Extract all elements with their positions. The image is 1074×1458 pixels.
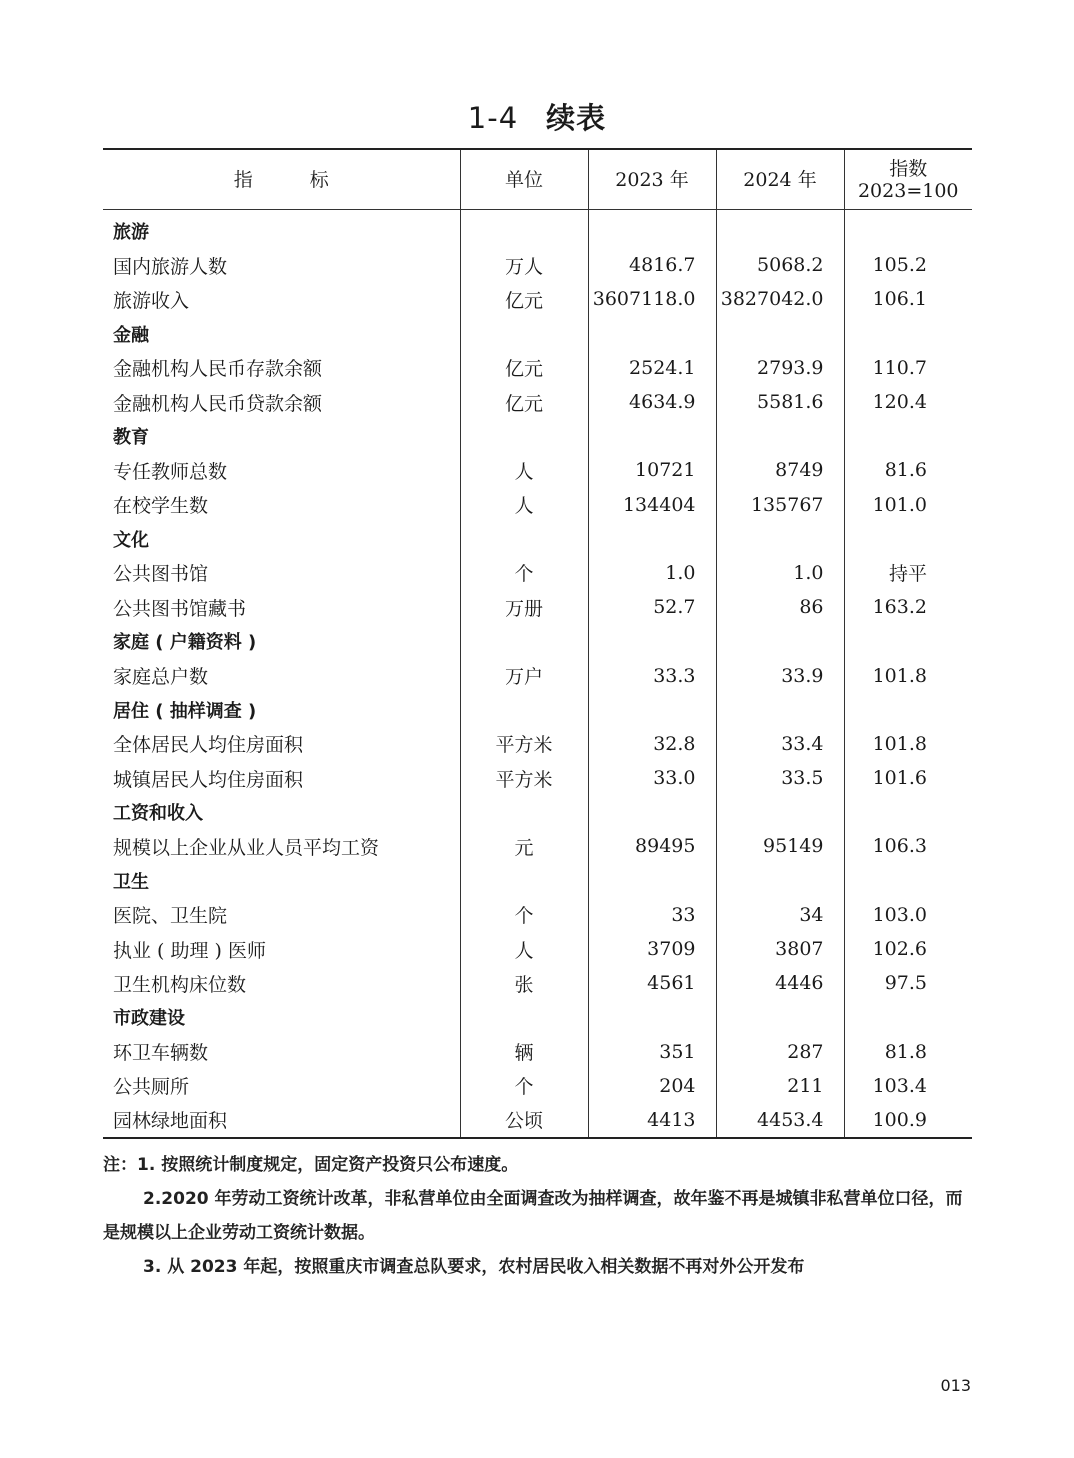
cell-2024: 4453.4	[716, 1103, 844, 1138]
category-row	[103, 624, 972, 658]
cell-unit: 张	[460, 966, 588, 1000]
statistics-table	[103, 148, 972, 1139]
cell-unit: 万册	[460, 590, 588, 624]
cell-index	[844, 693, 972, 727]
cell-2024: 86	[716, 590, 844, 624]
cell-indicator: 金融机构人民币贷款余额	[113, 392, 323, 415]
table-row	[103, 385, 972, 419]
table-row	[103, 1069, 972, 1103]
cell-indicator: 市政建设	[113, 1008, 185, 1030]
table-row	[103, 590, 972, 624]
cell-indicator: 家庭总户数	[113, 666, 209, 689]
notes	[103, 1148, 972, 1284]
cell-2023	[588, 419, 716, 453]
cell-indicator: 全体居民人均住房面积	[113, 734, 304, 757]
cell-indicator: 公共图书馆	[113, 563, 209, 586]
cell-unit	[460, 864, 588, 898]
note-3: 3. 从 2023 年起，按照重庆市调查总队要求，农村居民收入相关数据不再对外公开发布	[143, 1257, 805, 1277]
cell-2023: 351	[588, 1035, 716, 1069]
table-row	[103, 658, 972, 692]
note-2: 2.2020 年劳动工资统计改革，非私营单位由全面调查改为抽样调查，故年鉴不再是城镇非私营单位口径，而是规模以上企业劳动工资统计数据。	[103, 1189, 963, 1243]
table-title-text: 续表	[546, 101, 607, 135]
cell-unit	[460, 1000, 588, 1034]
cell-2024	[716, 419, 844, 453]
cell-indicator: 教育	[113, 427, 149, 449]
cell-index: 97.5	[844, 966, 972, 1000]
cell-2024: 3827042.0	[716, 282, 844, 316]
note-1: 注：1. 按照统计制度规定，固定资产投资只公布速度。	[103, 1155, 519, 1175]
cell-2023: 2524.1	[588, 351, 716, 385]
cell-2023: 204	[588, 1069, 716, 1103]
category-row	[103, 693, 972, 727]
table-row	[103, 556, 972, 590]
cell-2024: 287	[716, 1035, 844, 1069]
header-index	[844, 149, 972, 210]
cell-unit: 亿元	[460, 385, 588, 419]
cell-2024: 4446	[716, 966, 844, 1000]
cell-index: 101.8	[844, 727, 972, 761]
table-row	[103, 1035, 972, 1069]
cell-2024: 135767	[716, 488, 844, 522]
cell-2023: 33	[588, 898, 716, 932]
cell-index	[844, 864, 972, 898]
cell-index: 81.6	[844, 453, 972, 487]
cell-index	[844, 419, 972, 453]
cell-index	[844, 624, 972, 658]
cell-index	[844, 317, 972, 351]
cell-indicator: 规模以上企业从业人员平均工资	[113, 836, 380, 859]
category-row	[103, 317, 972, 351]
cell-2023: 3607118.0	[588, 282, 716, 316]
cell-unit: 个	[460, 898, 588, 932]
cell-indicator: 在校学生数	[113, 495, 209, 518]
cell-index: 103.4	[844, 1069, 972, 1103]
cell-2024	[716, 795, 844, 829]
cell-unit: 平方米	[460, 727, 588, 761]
cell-2024	[716, 624, 844, 658]
cell-indicator: 执业 ( 助理 ) 医师	[113, 939, 266, 962]
cell-indicator: 城镇居民人均住房面积	[113, 768, 304, 791]
cell-unit: 万户	[460, 658, 588, 692]
header-2024: 2024 年	[716, 149, 844, 210]
cell-index: 101.8	[844, 658, 972, 692]
table-row	[103, 727, 972, 761]
cell-2024: 34	[716, 898, 844, 932]
cell-2023	[588, 864, 716, 898]
table-row	[103, 761, 972, 795]
cell-2024: 33.5	[716, 761, 844, 795]
category-row	[103, 522, 972, 556]
cell-2023: 89495	[588, 829, 716, 863]
cell-index: 101.6	[844, 761, 972, 795]
table-row	[103, 248, 972, 282]
cell-2024: 3807	[716, 932, 844, 966]
cell-2024: 5068.2	[716, 248, 844, 282]
table-row	[103, 966, 972, 1000]
cell-2024: 5581.6	[716, 385, 844, 419]
cell-index: 110.7	[844, 351, 972, 385]
cell-2023: 4561	[588, 966, 716, 1000]
cell-indicator: 医院、卫生院	[113, 905, 228, 928]
cell-index: 120.4	[844, 385, 972, 419]
cell-2023	[588, 624, 716, 658]
cell-unit: 公顷	[460, 1103, 588, 1138]
table-row	[103, 282, 972, 316]
cell-2024: 33.9	[716, 658, 844, 692]
cell-unit	[460, 795, 588, 829]
cell-2023	[588, 210, 716, 249]
cell-unit	[460, 317, 588, 351]
cell-indicator: 金融	[113, 324, 149, 346]
table-row	[103, 898, 972, 932]
cell-unit: 万人	[460, 248, 588, 282]
table-row	[103, 1103, 972, 1138]
cell-2024	[716, 1000, 844, 1034]
cell-unit: 亿元	[460, 282, 588, 316]
cell-2023: 1.0	[588, 556, 716, 590]
category-row	[103, 210, 972, 249]
cell-index: 103.0	[844, 898, 972, 932]
table-title	[0, 96, 1074, 137]
cell-unit: 亿元	[460, 351, 588, 385]
cell-2024: 95149	[716, 829, 844, 863]
cell-2024	[716, 317, 844, 351]
header-index-line2: 2023=100	[857, 179, 959, 202]
cell-unit	[460, 693, 588, 727]
header-indicator: 指 标	[103, 149, 460, 210]
cell-index: 81.8	[844, 1035, 972, 1069]
cell-2023: 4816.7	[588, 248, 716, 282]
cell-index: 101.0	[844, 488, 972, 522]
cell-2024: 211	[716, 1069, 844, 1103]
cell-indicator: 居住 ( 抽样调查 )	[113, 700, 257, 722]
cell-index	[844, 795, 972, 829]
cell-index: 100.9	[844, 1103, 972, 1138]
table-row	[103, 453, 972, 487]
cell-2023	[588, 317, 716, 351]
table-row	[103, 932, 972, 966]
cell-2024	[716, 864, 844, 898]
cell-unit	[460, 522, 588, 556]
cell-indicator: 卫生机构床位数	[113, 973, 247, 996]
cell-2024	[716, 210, 844, 249]
cell-unit: 个	[460, 556, 588, 590]
cell-unit	[460, 210, 588, 249]
cell-index	[844, 210, 972, 249]
cell-indicator: 卫生	[113, 871, 149, 893]
cell-2023: 32.8	[588, 727, 716, 761]
cell-index: 163.2	[844, 590, 972, 624]
cell-2024	[716, 522, 844, 556]
cell-unit: 个	[460, 1069, 588, 1103]
cell-unit: 人	[460, 932, 588, 966]
cell-2024	[716, 693, 844, 727]
cell-2023	[588, 1000, 716, 1034]
cell-indicator: 环卫车辆数	[113, 1042, 209, 1065]
table-row	[103, 829, 972, 863]
category-row	[103, 419, 972, 453]
cell-index: 105.2	[844, 248, 972, 282]
cell-2023: 33.3	[588, 658, 716, 692]
cell-indicator: 公共图书馆藏书	[113, 597, 247, 620]
cell-2023: 33.0	[588, 761, 716, 795]
cell-indicator: 园林绿地面积	[113, 1110, 228, 1133]
cell-indicator: 工资和收入	[113, 803, 203, 825]
cell-unit: 辆	[460, 1035, 588, 1069]
cell-index: 106.1	[844, 282, 972, 316]
cell-indicator: 金融机构人民币存款余额	[113, 358, 323, 381]
category-row	[103, 864, 972, 898]
cell-indicator: 旅游	[113, 222, 149, 244]
cell-unit: 平方米	[460, 761, 588, 795]
cell-unit	[460, 624, 588, 658]
table-header-row	[103, 149, 972, 210]
cell-indicator: 公共厕所	[113, 1076, 190, 1099]
cell-2024: 2793.9	[716, 351, 844, 385]
cell-2023: 3709	[588, 932, 716, 966]
cell-index: 106.3	[844, 829, 972, 863]
header-unit: 单位	[460, 149, 588, 210]
cell-unit: 人	[460, 453, 588, 487]
table-row	[103, 351, 972, 385]
table-number: 1-4	[467, 101, 519, 135]
cell-2024: 1.0	[716, 556, 844, 590]
cell-unit	[460, 419, 588, 453]
cell-2023: 4634.9	[588, 385, 716, 419]
header-2023: 2023 年	[588, 149, 716, 210]
cell-2023	[588, 693, 716, 727]
cell-unit: 元	[460, 829, 588, 863]
cell-2023: 4413	[588, 1103, 716, 1138]
cell-2023: 10721	[588, 453, 716, 487]
cell-indicator: 专任教师总数	[113, 460, 228, 483]
cell-indicator: 旅游收入	[113, 289, 190, 312]
cell-indicator: 国内旅游人数	[113, 255, 228, 278]
cell-unit: 人	[460, 488, 588, 522]
cell-index	[844, 522, 972, 556]
cell-indicator: 文化	[113, 529, 149, 551]
category-row	[103, 795, 972, 829]
cell-indicator: 家庭 ( 户籍资料 )	[113, 632, 257, 654]
table-row	[103, 488, 972, 522]
cell-2024: 33.4	[716, 727, 844, 761]
cell-index: 102.6	[844, 932, 972, 966]
cell-2023	[588, 522, 716, 556]
cell-index	[844, 1000, 972, 1034]
cell-2024: 8749	[716, 453, 844, 487]
cell-2023: 52.7	[588, 590, 716, 624]
category-row	[103, 1000, 972, 1034]
cell-index: 持平	[844, 556, 972, 590]
header-index-line1: 指数	[889, 157, 928, 180]
page-number: 013	[940, 1376, 971, 1395]
cell-2023: 134404	[588, 488, 716, 522]
cell-2023	[588, 795, 716, 829]
